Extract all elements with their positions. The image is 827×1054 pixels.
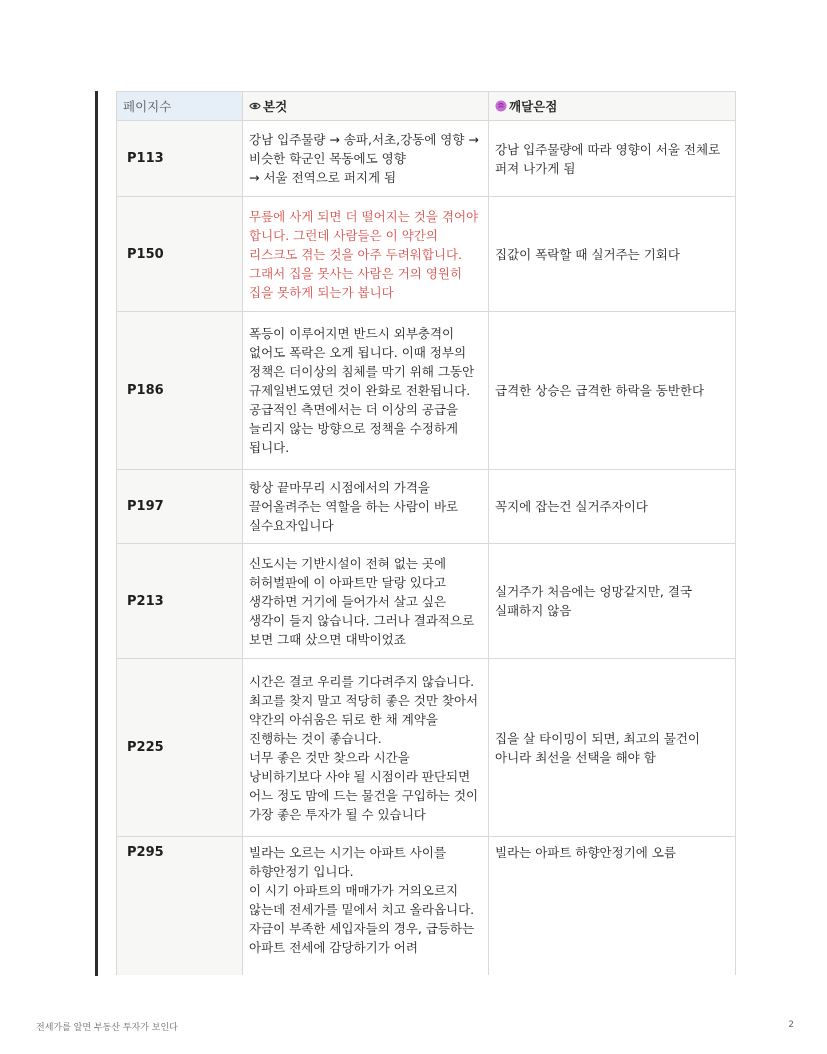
table-row	[117, 197, 736, 312]
row-insight: 강남 입주물량에 따라 영향이 서울 전체로 퍼져 나가게 됨	[489, 121, 736, 197]
row-page-number: P186	[117, 312, 243, 470]
row-quote: 신도시는 기반시설이 전혀 없는 곳에 허허벌판에 이 아파트만 달랑 있다고 생각하면 거기에 들어가서 살고 싶은 생각이 들지 않습니다. 그러나 결과적으로 보면 그때 샀으면 대박이었죠	[243, 544, 489, 659]
table-row	[117, 544, 736, 659]
footer-page-number: 2	[788, 1020, 794, 1030]
row-quote: 폭등이 이루어지면 반드시 외부충격이 없어도 폭락은 오게 됩니다. 이때 정부의 정책은 더이상의 침체를 막기 위해 그동안 규제일변도였던 것이 완화로 전환됩니다. 공급적인 측면에서는 더 이상의 공급을 늘리지 않는 방향으로 정책을 수정하게 됩니다.	[243, 312, 489, 470]
row-page-number: P225	[117, 659, 243, 837]
header-page-column: 페이지수	[117, 92, 243, 121]
reading-notes-table	[116, 91, 736, 975]
table-row	[117, 470, 736, 544]
header-insight-column	[489, 92, 736, 121]
row-page-number: P295	[117, 837, 243, 975]
header-quote-column	[243, 92, 489, 121]
row-insight: 빌라는 아파트 하향안정기에 오름	[489, 837, 736, 975]
row-insight: 집값이 폭락할 때 실거주는 기회다	[489, 197, 736, 312]
row-insight: 꼭지에 잡는건 실거주자이다	[489, 470, 736, 544]
table-row	[117, 121, 736, 197]
header-insight-label: 깨달은점	[509, 98, 558, 114]
quote-bar	[95, 91, 98, 976]
row-page-number: P197	[117, 470, 243, 544]
eye-icon	[249, 100, 261, 112]
row-page-number: P150	[117, 197, 243, 312]
header-quote-label: 본것	[263, 98, 288, 114]
row-insight: 집을 살 타이밍이 되면, 최고의 물건이 아니라 최선을 선택을 해야 함	[489, 659, 736, 837]
row-page-number: P213	[117, 544, 243, 659]
brain-icon	[495, 100, 507, 112]
row-quote: 무릎에 사게 되면 더 떨어지는 것을 겪어야 합니다. 그런데 사람들은 이 약간의 리스크도 겪는 것을 아주 두려워합니다. 그래서 집을 못사는 사람은 거의 영원히 집을 못하게 되는가 봅니다	[243, 197, 489, 312]
row-page-number: P113	[117, 121, 243, 197]
table-row	[117, 312, 736, 470]
row-quote: 시간은 결코 우리를 기다려주지 않습니다. 최고를 찾지 말고 적당히 좋은 것만 찾아서 약간의 아쉬움은 뒤로 한 채 계약을 진행하는 것이 좋습니다. 너무 좋은 것만 찾으라 시간을 낭비하기보다 사야 될 시점이라 판단되면 어느 정도 맘에 드는 물건을 구입하는 것이 가장 좋은 투자가 될 수 있습니다	[243, 659, 489, 837]
row-quote: 항상 끝마무리 시점에서의 가격을 끌어올려주는 역할을 하는 사람이 바로 실수요자입니다	[243, 470, 489, 544]
row-insight: 실거주가 처음에는 엉망같지만, 결국 실패하지 않음	[489, 544, 736, 659]
table-header-row	[117, 92, 736, 121]
table-row	[117, 659, 736, 837]
row-quote: 빌라는 오르는 시기는 아파트 사이를 하향안정기 입니다. 이 시기 아파트의 매매가가 거의오르지 않는데 전세가를 밑에서 치고 올라옵니다. 자금이 부족한 세입자들의 경우, 급등하는 아파트 전세에 감당하기가 어려	[243, 837, 489, 975]
table-row	[117, 837, 736, 975]
row-insight: 급격한 상승은 급격한 하락을 동반한다	[489, 312, 736, 470]
footer-title: 전세가를 알면 부동산 투자가 보인다	[36, 1023, 178, 1033]
row-quote: 강남 입주물량 → 송파,서초,강동에 영향 → 비슷한 학군인 목동에도 영향 → 서울 전역으로 퍼지게 됨	[243, 121, 489, 197]
